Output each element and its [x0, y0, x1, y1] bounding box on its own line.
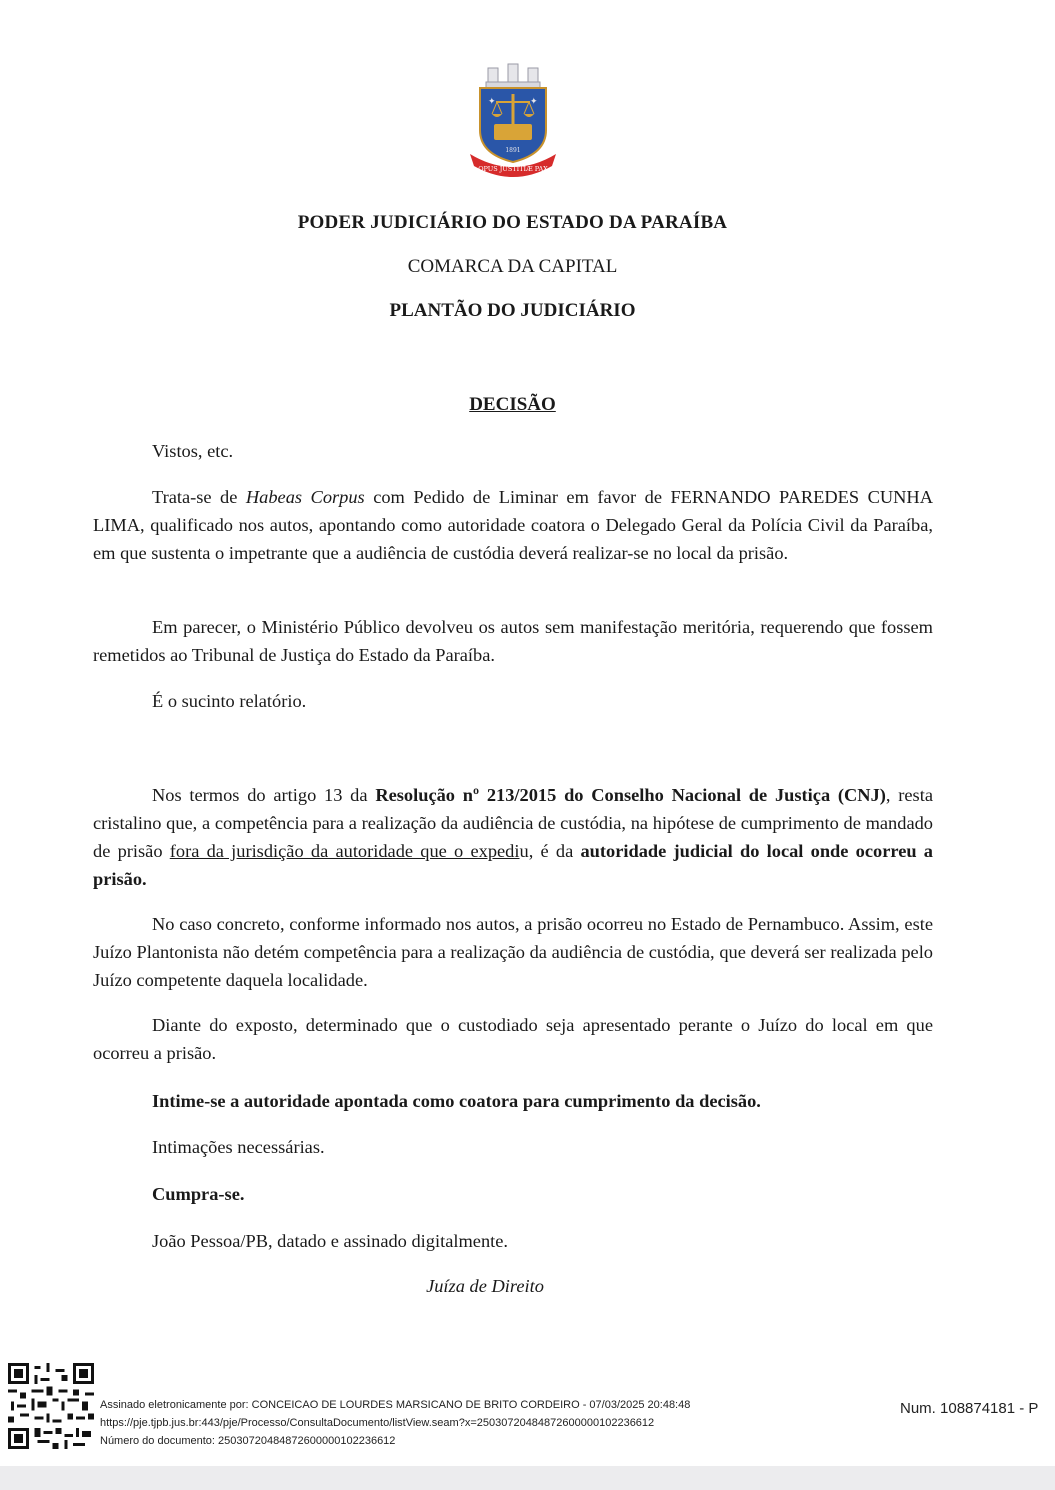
court-name: PODER JUDICIÁRIO DO ESTADO DA PARAÍBA: [297, 212, 728, 233]
habeas-corpus-term: Habeas Corpus: [245, 487, 365, 507]
qr-code-icon[interactable]: [8, 1363, 94, 1449]
paragraph-caso-concreto: No caso concreto, conforme informado nos autos, a prisão ocorreu no Estado de Pernambuco. Assim, este Juízo Plantonista não detém competência para a realização da audiência de custódia, que deverá ser realizada pelo Juízo competente daquela localidade.: [93, 914, 933, 990]
district-name: COMARCA DA CAPITAL: [407, 256, 618, 277]
paragraph-diante-exposto: Diante do exposto, determinado que o custodiado seja apresentado perante o Juízo do local em que ocorreu a prisão.: [93, 1015, 933, 1063]
page-num-ref: Num. 108874181 - P: [900, 1400, 1039, 1417]
resolution-reference: Resolução nº 213/2015 do Conselho Nacional de Justiça (CNJ): [375, 785, 886, 805]
crest-year: 1891: [505, 147, 521, 154]
document-title: DECISÃO: [469, 394, 556, 415]
duty-office: PLANTÃO DO JUDICIÁRIO: [389, 300, 636, 321]
signed-by-line: Assinado eletronicamente por: CONCEICAO DE LOURDES MARSICANO DE BRITO CORDEIRO - 07/03/2025 20:48:48: [100, 1399, 691, 1411]
court-crest-icon: [466, 58, 560, 180]
paragraph-vistos: Vistos, etc.: [152, 441, 234, 461]
paragraph-competencia: Nos termos do artigo 13 da Resolução nº 213/2015 do Conselho Nacional de Justiça (CNJ), resta cristalino que, a competência para a realização da audiência de custódia, na hipótese de cumprimento de mandado de prisão fora da jurisdição da autoridade que o expediu, é da autoridade judicial do local onde ocorreu a prisão.: [93, 785, 934, 889]
paragraph-habeas-corpus: Trata-se de Habeas Corpus com Pedido de Liminar em favor de FERNANDO PAREDES CUNHA LIMA, qualificado nos autos, apontando como autoridade coatora o Delegado Geral da Polícia Civil da Paraíba, em que sustenta o impetrante que a audiência de custódia deverá realizar-se no local da prisão.: [93, 487, 933, 563]
svg-text:✦: ✦: [530, 97, 538, 107]
underlined-phrase: fora da jurisdição da autoridade que o expedi: [169, 841, 520, 861]
paragraph-intimacoes: Intimações necessárias.: [152, 1137, 325, 1157]
paragraph-cumpra-se: Cumpra-se.: [152, 1184, 245, 1204]
competent-authority: autoridade judicial do local onde ocorreu a prisão.: [93, 841, 934, 889]
paragraph-local-data: João Pessoa/PB, datado e assinado digitalmente.: [152, 1231, 509, 1251]
paragraph-intime-se: Intime-se a autoridade apontada como coatora para cumprimento da decisão.: [152, 1091, 761, 1111]
paragraph-parecer: Em parecer, o Ministério Público devolveu os autos sem manifestação meritória, requerendo que fossem remetidos ao Tribunal de Justiça do Estado da Paraíba.: [93, 617, 933, 665]
document-number: Número do documento: 25030720484872600000102236612: [100, 1435, 396, 1447]
paragraph-relatorio: É o sucinto relatório.: [152, 691, 307, 711]
verification-url[interactable]: https://pje.tjpb.jus.br:443/pje/Processo/ConsultaDocumento/listView.seam?x=25030720484872600000102236612: [100, 1417, 655, 1429]
svg-text:✦: ✦: [488, 97, 496, 107]
page-bottom-edge: [0, 1466, 1055, 1490]
crest-motto: OPUS JUSTITIÆ PAX: [478, 165, 548, 173]
crest-towers: [486, 64, 540, 88]
signature-role: Juíza de Direito: [426, 1276, 544, 1296]
